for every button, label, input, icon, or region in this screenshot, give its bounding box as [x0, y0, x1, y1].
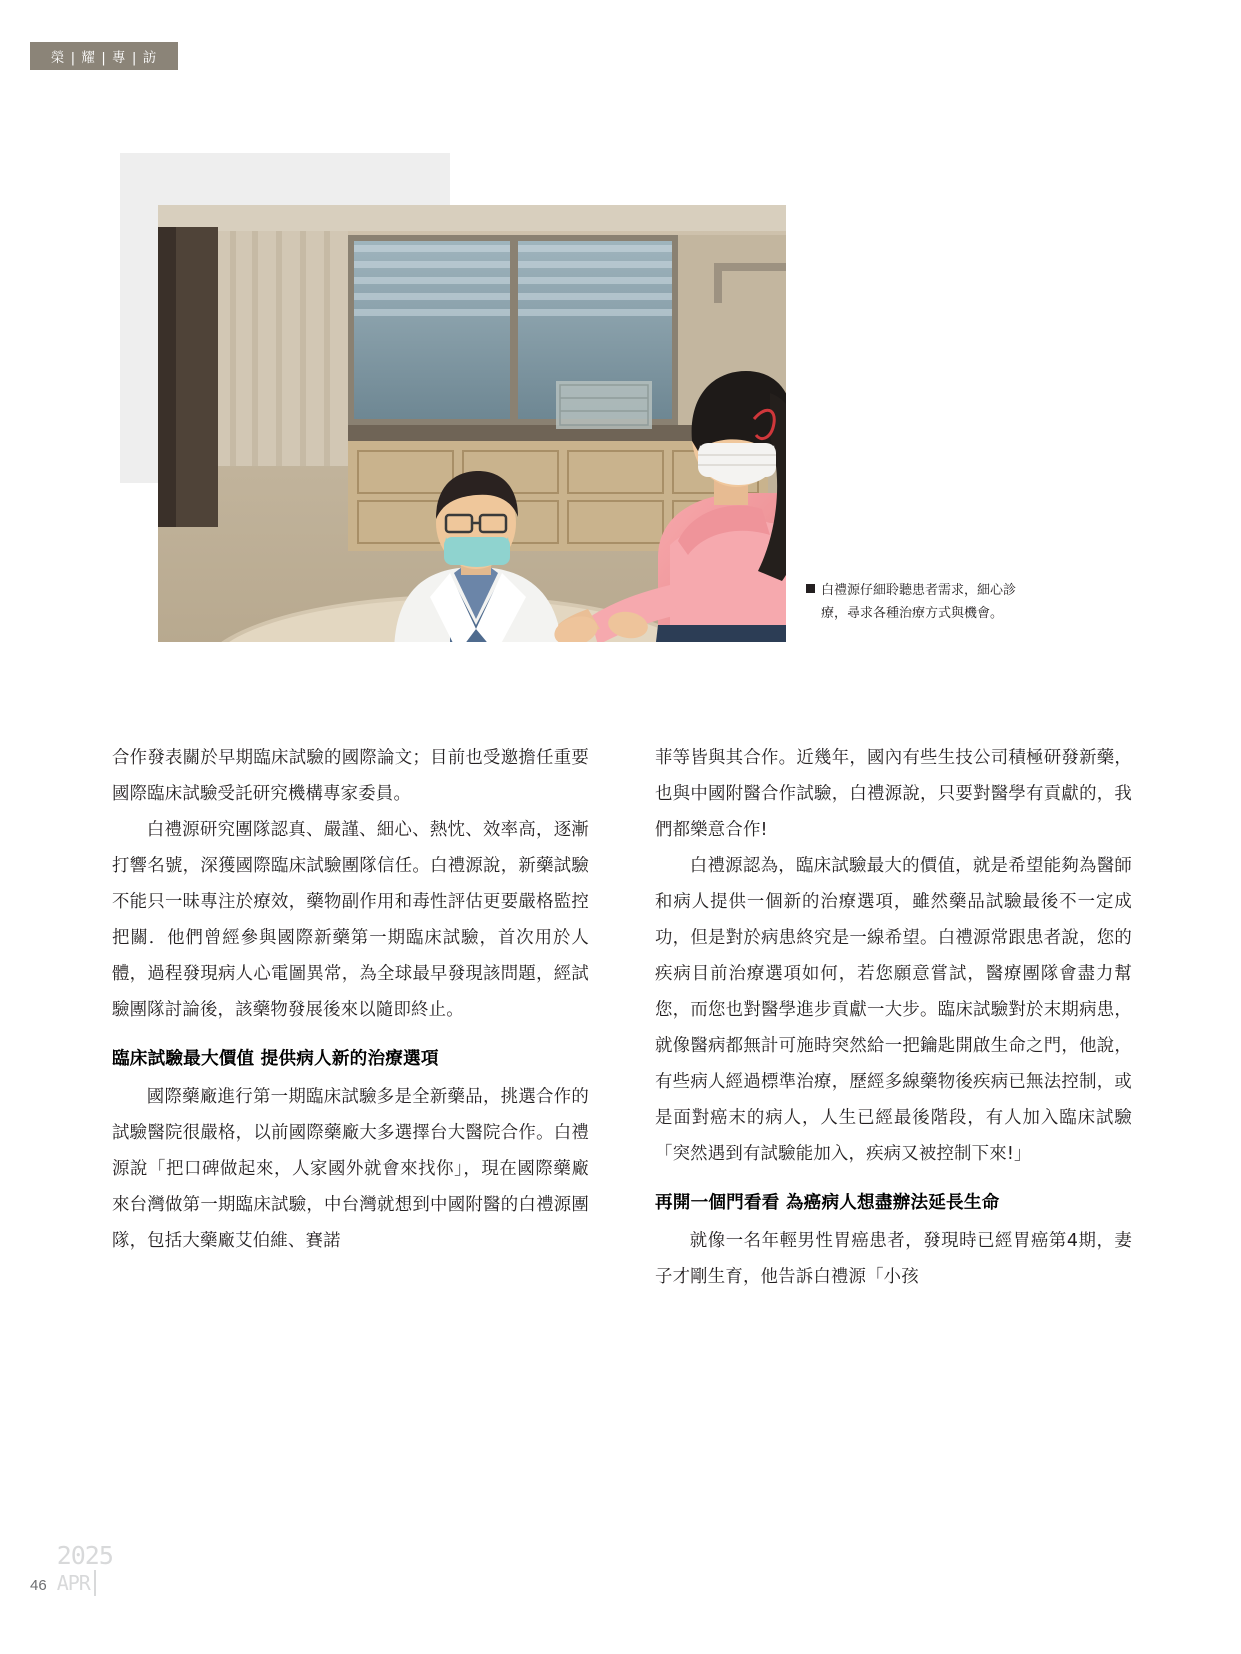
- photo-caption: [806, 580, 1086, 626]
- paragraph: 合作發表關於早期臨床試驗的國際論文；目前也受邀擔任重要國際臨床試驗受託研究機構專家委員。: [112, 748, 589, 805]
- left-column: [112, 740, 589, 1295]
- article-body: [112, 740, 1132, 1295]
- paragraph: 就像一名年輕男性胃癌患者，發現時已經胃癌第4期，妻子才剛生育，他告訴白禮源「小孩: [655, 1231, 1132, 1288]
- issue-year: 2025: [56, 1541, 113, 1570]
- paragraph: 白禮源認為，臨床試驗最大的價值，就是希望能夠為醫師和病人提供一個新的治療選項，雖然藥品試驗最後不一定成功，但是對於病患終究是一線希望。白禮源常跟患者說，您的疾病目前治療選項如何，若您願意嘗試，醫療團隊會盡力幫您，而您也對醫學進步貢獻一大步。臨床試驗對於末期病患，就像醫病都無計可施時突然給一把鑰匙開啟生命之門，他說，有些病人經過標準治療，歷經多線藥物後疾病已無法控制，或是面對癌末的病人，人生已經最後階段，有人加入臨床試驗「突然遇到有試驗能加入，疾病又被控制下來!」: [655, 856, 1132, 1165]
- photo-illustration: [158, 205, 786, 642]
- article-photo: [158, 205, 786, 642]
- issue-month: APR: [56, 1571, 90, 1595]
- subheading: 再開一個門看看 為癌病人想盡辦法延長生命: [655, 1193, 1000, 1214]
- footer-divider: [94, 1570, 96, 1596]
- issue-month-row: [57, 1570, 113, 1596]
- subheading: 臨床試驗最大價值 提供病人新的治療選項: [112, 1049, 439, 1070]
- section-tag-label: 榮 | 耀 | 專 | 訪: [50, 50, 158, 66]
- right-column: [655, 740, 1132, 1295]
- page-number: 46: [30, 1577, 47, 1594]
- issue-date: [57, 1543, 113, 1596]
- paragraph: 國際藥廠進行第一期臨床試驗多是全新藥品，挑選合作的試驗醫院很嚴格，以前國際藥廠大多選擇台大醫院合作。白禮源說「把口碑做起來，人家國外就會來找你」，現在國際藥廠來台灣做第一期臨床試驗，中台灣就想到中國附醫的白禮源團隊，包括大藥廠艾伯維、賽諾: [112, 1087, 589, 1252]
- caption-line-1: 白禮源仔細聆聽患者需求，細心診: [821, 583, 1017, 598]
- section-tag: [30, 42, 178, 70]
- caption-line-2: 療，尋求各種治療方式與機會。: [821, 605, 1004, 621]
- page-footer: [30, 1543, 113, 1596]
- paragraph: 菲等皆與其合作。近幾年，國內有些生技公司積極研發新藥，也與中國附醫合作試驗，白禮源說，只要對醫學有貢獻的，我們都樂意合作!: [655, 748, 1132, 841]
- paragraph: 白禮源研究團隊認真、嚴謹、細心、熱忱、效率高，逐漸打響名號，深獲國際臨床試驗團隊信任。白禮源說，新藥試驗不能只一昧專注於療效，藥物副作用和毒性評估更要嚴格監控把關．他們曾經參與國際新藥第一期臨床試驗，首次用於人體，過程發現病人心電圖異常，為全球最早發現該問題，經試驗團隊討論後，該藥物發展後來以隨即終止。: [112, 820, 589, 1021]
- caption-bullet-icon: [806, 584, 815, 593]
